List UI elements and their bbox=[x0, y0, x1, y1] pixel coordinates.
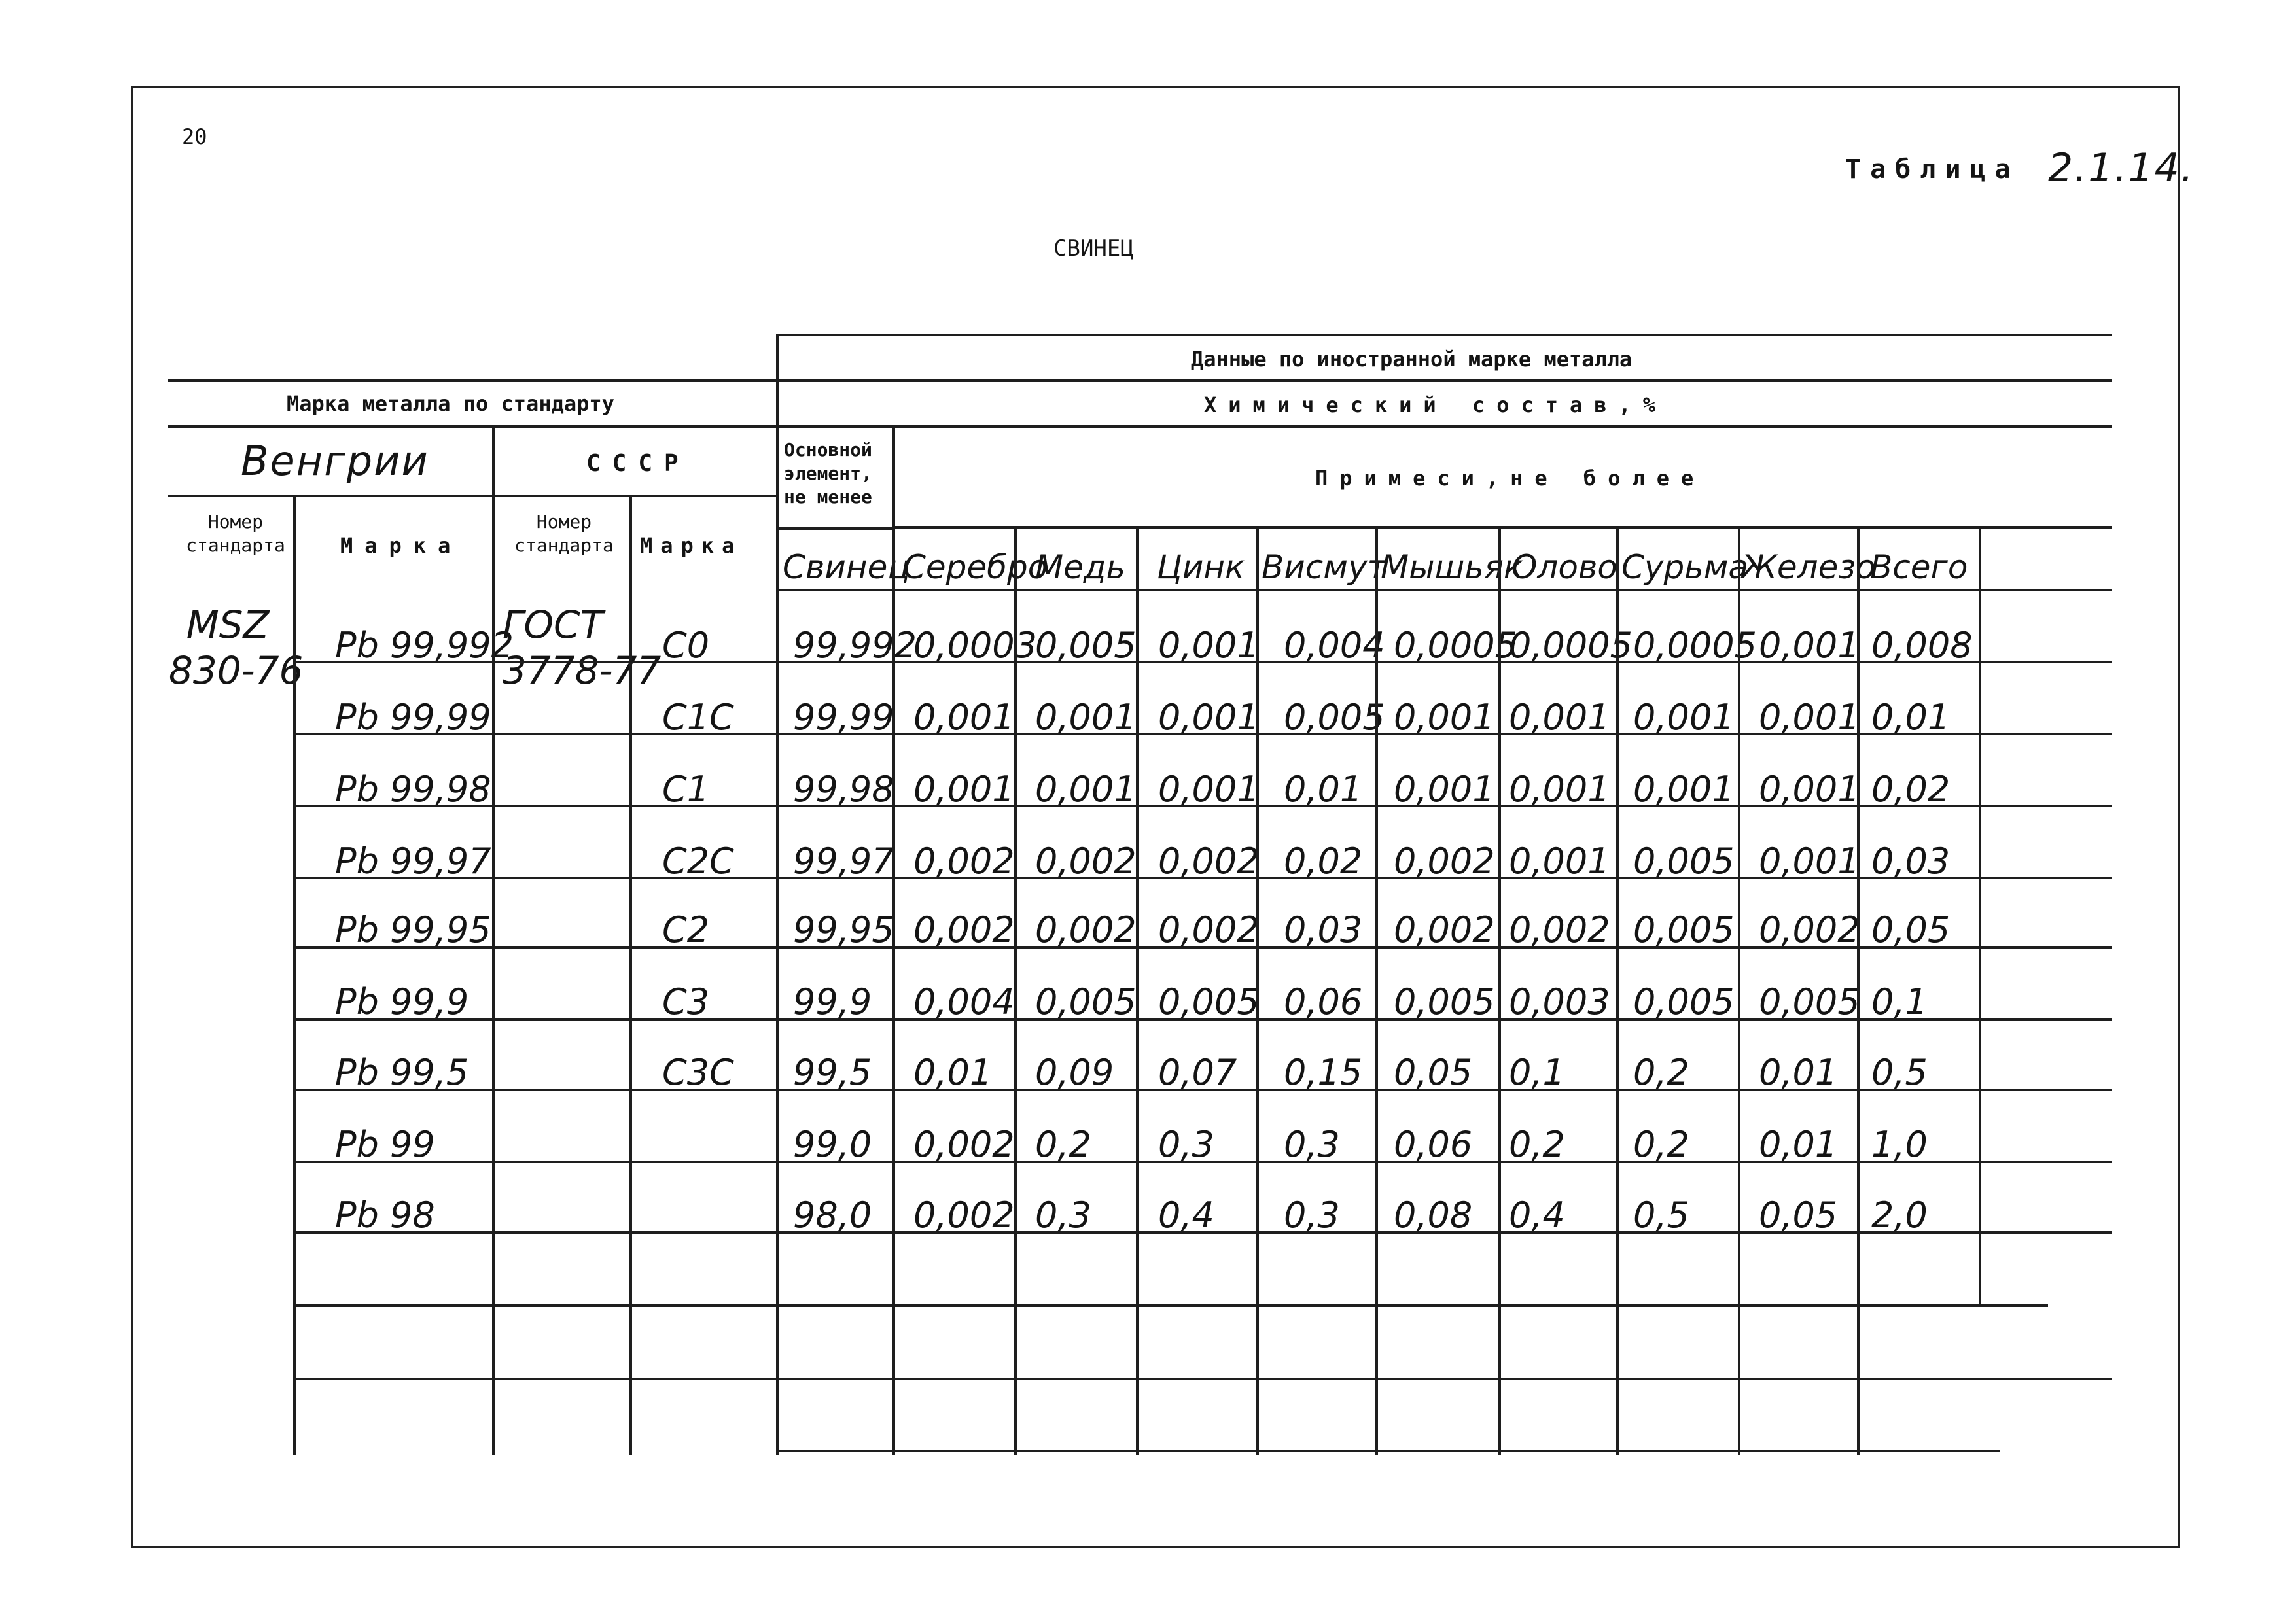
col-silver: Серебро bbox=[903, 548, 1048, 586]
value-cell: 0,4 bbox=[1158, 1195, 1214, 1236]
value-cell: 0,001 bbox=[1759, 697, 1860, 738]
grid-line bbox=[293, 1018, 2112, 1021]
value-cell: 0,01 bbox=[1759, 1124, 1838, 1165]
base-element-header: Основной элемент, не менее bbox=[784, 439, 872, 508]
value-cell: 0,005 bbox=[1759, 981, 1860, 1022]
col-arsenic: Мышьяк bbox=[1381, 548, 1524, 586]
hungary-standard: MSZ 830-76 bbox=[169, 602, 304, 693]
impurities-header: Примеси,не более bbox=[1315, 466, 1706, 491]
grid-line bbox=[293, 1231, 2112, 1234]
col-bismuth: Висмут bbox=[1262, 548, 1386, 586]
grid-line bbox=[293, 661, 2112, 663]
hu-mark-cell: Pb 99,95 bbox=[335, 909, 491, 951]
value-cell: 0,001 bbox=[1158, 625, 1260, 666]
grid-line bbox=[1979, 526, 1981, 1304]
table-number: 2.1.14. bbox=[2048, 145, 2195, 191]
hu-mark-cell: Pb 99,9 bbox=[335, 981, 469, 1022]
col-tin: Олово bbox=[1511, 548, 1617, 586]
value-cell: 0,01 bbox=[1871, 697, 1951, 738]
col-lead: Свинец bbox=[783, 548, 910, 586]
value-cell: 0,002 bbox=[913, 841, 1015, 882]
value-cell: 0,001 bbox=[1158, 697, 1260, 738]
value-cell: 0,002 bbox=[1509, 909, 1610, 951]
value-cell: 0,0005 bbox=[1394, 625, 1517, 666]
grid-line bbox=[892, 425, 895, 1455]
value-cell: 0,005 bbox=[1284, 697, 1385, 738]
grid-line bbox=[1136, 526, 1139, 1455]
grid-line bbox=[776, 1450, 2000, 1452]
value-cell: 0,001 bbox=[1035, 697, 1137, 738]
value-cell: 0,002 bbox=[1158, 841, 1260, 882]
value-cell: 2,0 bbox=[1871, 1195, 1928, 1236]
value-cell: 0,005 bbox=[1035, 981, 1137, 1022]
value-cell: 0,002 bbox=[1759, 909, 1860, 951]
grid-line bbox=[1498, 526, 1501, 1455]
grid-line bbox=[1375, 526, 1378, 1455]
value-cell: 1,0 bbox=[1871, 1124, 1928, 1165]
value-cell: 0,5 bbox=[1633, 1195, 1689, 1236]
value-cell: 0,005 bbox=[1633, 981, 1735, 1022]
grid-line bbox=[776, 334, 779, 1455]
grid-line bbox=[892, 526, 2112, 529]
value-cell: 0,1 bbox=[1509, 1052, 1565, 1093]
value-cell: 0,001 bbox=[913, 697, 1015, 738]
col-iron: Железо bbox=[1742, 548, 1876, 586]
grid-line bbox=[776, 334, 2112, 336]
ussr-mark-cell: С0 bbox=[662, 625, 710, 666]
value-cell: 0,002 bbox=[1158, 909, 1260, 951]
grid-line bbox=[492, 425, 495, 1455]
value-cell: 0,05 bbox=[1394, 1052, 1473, 1093]
value-cell: 98,0 bbox=[793, 1195, 872, 1236]
value-cell: 0,0003 bbox=[913, 625, 1037, 666]
value-cell: 0,002 bbox=[1394, 909, 1495, 951]
hu-mark-cell: Pb 98 bbox=[335, 1195, 435, 1236]
value-cell: 0,09 bbox=[1035, 1052, 1114, 1093]
value-cell: 0,0005 bbox=[1633, 625, 1757, 666]
grid-line bbox=[168, 379, 2112, 382]
ussr-mark-cell: С2С bbox=[662, 841, 734, 882]
value-cell: 0,004 bbox=[913, 981, 1015, 1022]
value-cell: 0,05 bbox=[1871, 909, 1951, 951]
table-caption: Таблица bbox=[1845, 154, 2020, 184]
ussr-header: СССР bbox=[586, 450, 690, 477]
grid-line bbox=[1738, 526, 1740, 1455]
value-cell: 0,005 bbox=[1035, 625, 1137, 666]
value-cell: 0,01 bbox=[1759, 1052, 1838, 1093]
value-cell: 0,002 bbox=[1394, 841, 1495, 882]
value-cell: 0,02 bbox=[1284, 841, 1363, 882]
value-cell: 0,005 bbox=[1394, 981, 1495, 1022]
value-cell: 0,15 bbox=[1284, 1052, 1363, 1093]
grid-line bbox=[293, 495, 296, 1455]
hungary-header: Венгрии bbox=[241, 437, 429, 485]
value-cell: 0,002 bbox=[913, 1124, 1015, 1165]
value-cell: 0,02 bbox=[1871, 769, 1951, 810]
grid-line bbox=[293, 946, 2112, 949]
value-cell: 99,98 bbox=[793, 769, 894, 810]
document-title: СВИНЕЦ bbox=[1053, 236, 1134, 262]
hu-mark-cell: Pb 99,99 bbox=[335, 697, 491, 738]
value-cell: 0,001 bbox=[1509, 697, 1610, 738]
col-zinc: Цинк bbox=[1157, 548, 1245, 586]
grid-line bbox=[293, 1304, 2048, 1307]
value-cell: 99,5 bbox=[793, 1052, 872, 1093]
value-cell: 0,3 bbox=[1158, 1124, 1214, 1165]
ussr-mark-cell: С3С bbox=[662, 1052, 734, 1093]
value-cell: 0,2 bbox=[1633, 1124, 1689, 1165]
page-number: 20 bbox=[182, 124, 207, 149]
value-cell: 0,005 bbox=[1633, 841, 1735, 882]
value-cell: 0,01 bbox=[913, 1052, 993, 1093]
value-cell: 0,2 bbox=[1633, 1052, 1689, 1093]
chem-composition-header: Химический состав,% bbox=[1204, 393, 1668, 417]
value-cell: 0,06 bbox=[1394, 1124, 1473, 1165]
value-cell: 0,002 bbox=[1035, 841, 1137, 882]
value-cell: 0,001 bbox=[1394, 769, 1495, 810]
grid-line bbox=[1256, 526, 1259, 1455]
value-cell: 0,001 bbox=[1394, 697, 1495, 738]
ussr-mark-cell: С3 bbox=[662, 981, 710, 1022]
grid-line bbox=[293, 1089, 2112, 1091]
value-cell: 0,001 bbox=[1759, 841, 1860, 882]
ussr-mark-cell: С1 bbox=[662, 769, 710, 810]
value-cell: 0,001 bbox=[1158, 769, 1260, 810]
grid-line bbox=[168, 425, 2112, 428]
value-cell: 0,005 bbox=[1158, 981, 1260, 1022]
value-cell: 99,97 bbox=[793, 841, 894, 882]
value-cell: 0,004 bbox=[1284, 625, 1385, 666]
value-cell: 0,001 bbox=[913, 769, 1015, 810]
grid-line bbox=[1014, 526, 1017, 1455]
value-cell: 99,99 bbox=[793, 697, 894, 738]
value-cell: 0,03 bbox=[1284, 909, 1363, 951]
value-cell: 0,1 bbox=[1871, 981, 1928, 1022]
ussr-mark-cell: С1С bbox=[662, 697, 734, 738]
col-antimony: Сурьма bbox=[1621, 548, 1749, 586]
value-cell: 0,008 bbox=[1871, 625, 1973, 666]
grid-line bbox=[776, 589, 2112, 591]
value-cell: 0,2 bbox=[1035, 1124, 1091, 1165]
grid-line bbox=[293, 1161, 2112, 1163]
grid-line bbox=[293, 1378, 2112, 1380]
ussr-standard: ГОСТ 3778-77 bbox=[503, 602, 662, 693]
col-total: Всего bbox=[1870, 548, 1968, 586]
hu-mark-header: Марка bbox=[340, 533, 463, 558]
value-cell: 99,9 bbox=[793, 981, 872, 1022]
hu-std-number-header: Номер стандарта bbox=[186, 511, 285, 556]
value-cell: 0,2 bbox=[1509, 1124, 1565, 1165]
grid-line bbox=[293, 877, 2112, 879]
value-cell: 0,3 bbox=[1035, 1195, 1091, 1236]
ussr-std-number-header: Номер стандарта bbox=[514, 511, 614, 556]
ussr-mark-header: Марка bbox=[640, 533, 743, 558]
ussr-mark-cell: С2 bbox=[662, 909, 710, 951]
value-cell: 99,0 bbox=[793, 1124, 872, 1165]
value-cell: 0,001 bbox=[1759, 769, 1860, 810]
value-cell: 0,05 bbox=[1759, 1195, 1838, 1236]
value-cell: 0,07 bbox=[1158, 1052, 1237, 1093]
hu-mark-cell: Pb 99,97 bbox=[335, 841, 491, 882]
value-cell: 0,005 bbox=[1633, 909, 1735, 951]
grid-line bbox=[293, 805, 2112, 807]
hu-mark-cell: Pb 99 bbox=[335, 1124, 435, 1165]
by-standard-header: Марка металла по стандарту bbox=[287, 391, 614, 416]
value-cell: 0,002 bbox=[1035, 909, 1137, 951]
page-frame bbox=[131, 86, 2180, 1548]
col-copper: Медь bbox=[1035, 548, 1125, 586]
value-cell: 0,001 bbox=[1035, 769, 1137, 810]
hu-mark-cell: Pb 99,5 bbox=[335, 1052, 469, 1093]
value-cell: 0,001 bbox=[1633, 769, 1735, 810]
value-cell: 0,001 bbox=[1509, 769, 1610, 810]
value-cell: 0,002 bbox=[913, 1195, 1015, 1236]
value-cell: 0,3 bbox=[1284, 1195, 1340, 1236]
value-cell: 0,06 bbox=[1284, 981, 1363, 1022]
foreign-data-header: Данные по иностранной марке металла bbox=[1191, 347, 1633, 372]
hu-mark-cell: Pb 99,992 bbox=[335, 625, 514, 666]
value-cell: 0,0005 bbox=[1509, 625, 1633, 666]
value-cell: 0,08 bbox=[1394, 1195, 1473, 1236]
grid-line bbox=[629, 495, 632, 1455]
value-cell: 0,001 bbox=[1633, 697, 1735, 738]
value-cell: 0,002 bbox=[913, 909, 1015, 951]
grid-line bbox=[1857, 526, 1860, 1455]
grid-line bbox=[776, 527, 892, 530]
hu-mark-cell: Pb 99,98 bbox=[335, 769, 491, 810]
value-cell: 0,003 bbox=[1509, 981, 1610, 1022]
value-cell: 0,01 bbox=[1284, 769, 1363, 810]
value-cell: 0,5 bbox=[1871, 1052, 1928, 1093]
value-cell: 0,001 bbox=[1759, 625, 1860, 666]
grid-line bbox=[168, 495, 776, 497]
value-cell: 0,4 bbox=[1509, 1195, 1565, 1236]
value-cell: 0,3 bbox=[1284, 1124, 1340, 1165]
value-cell: 99,95 bbox=[793, 909, 894, 951]
value-cell: 0,03 bbox=[1871, 841, 1951, 882]
grid-line bbox=[1616, 526, 1619, 1455]
grid-line bbox=[293, 733, 2112, 735]
value-cell: 99,992 bbox=[793, 625, 917, 666]
value-cell: 0,001 bbox=[1509, 841, 1610, 882]
